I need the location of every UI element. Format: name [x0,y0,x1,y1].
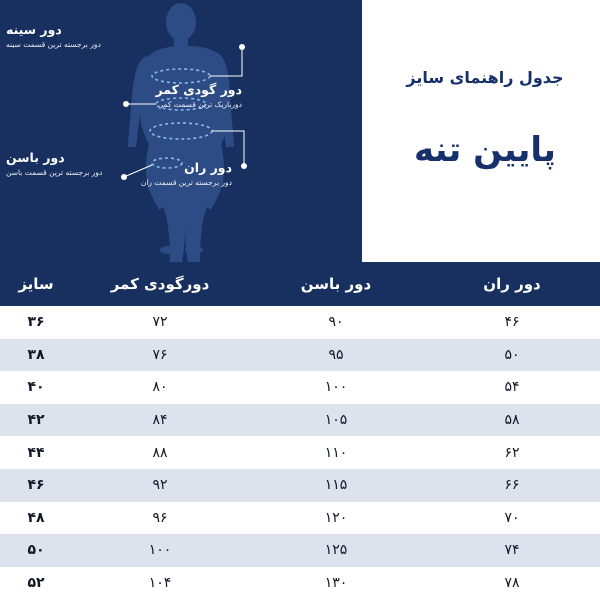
cell-size: ۴۴ [0,436,72,469]
cell-thigh: ۵۸ [424,404,600,437]
label-thigh-title: دور ران [184,160,232,175]
size-table-container [0,262,600,600]
cell-size: ۴۰ [0,371,72,404]
cell-size: ۳۶ [0,306,72,339]
table-row [0,371,600,404]
cell-waist: ۹۶ [72,502,248,535]
cell-thigh: ۷۰ [424,502,600,535]
page-subtitle: پایین تنه [414,130,556,170]
page-title: جدول راهنمای سایز [406,68,564,87]
cell-waist: ۸۸ [72,436,248,469]
label-hip-desc: دور برجسته ترین قسمت باسن [6,168,103,177]
hip-marker-dot [241,163,247,169]
cell-thigh: ۷۴ [424,534,600,567]
table-header-row [0,262,600,306]
label-bust [6,22,101,50]
body-illustration-panel [0,0,362,262]
title-panel [362,0,600,262]
label-bust-title: دور سینه [6,22,62,37]
table-row [0,534,600,567]
table-body [0,306,600,599]
cell-size: ۵۲ [0,567,72,600]
cell-thigh: ۷۸ [424,567,600,600]
cell-thigh: ۶۶ [424,469,600,502]
cell-size: ۴۸ [0,502,72,535]
illustration-graphic [0,0,362,262]
cell-size: ۴۲ [0,404,72,437]
cell-hip: ۱۱۵ [248,469,424,502]
column-header-size: سایز [0,262,72,306]
table-row [0,436,600,469]
label-waist-desc: دورباریک ترین قسمت کمر [159,100,242,109]
cell-waist: ۸۴ [72,404,248,437]
label-thigh [141,160,232,188]
cell-size: ۳۸ [0,339,72,372]
cell-thigh: ۶۲ [424,436,600,469]
cell-waist: ۱۰۰ [72,534,248,567]
table-row [0,469,600,502]
size-table [0,262,600,599]
cell-thigh: ۵۰ [424,339,600,372]
label-hip [6,150,102,178]
cell-hip: ۱۲۵ [248,534,424,567]
table-row [0,502,600,535]
label-hip-title: دور باسن [6,150,65,165]
bust-marker-dot [239,44,245,50]
cell-size: ۴۶ [0,469,72,502]
cell-hip: ۱۲۰ [248,502,424,535]
label-waist-title: دور گودی کمر [155,82,242,97]
table-row [0,306,600,339]
cell-waist: ۸۰ [72,371,248,404]
cell-hip: ۹۵ [248,339,424,372]
thigh-marker-dot [121,174,127,180]
cell-waist: ۷۶ [72,339,248,372]
column-header-thigh: دور ران [424,262,600,306]
cell-thigh: ۵۴ [424,371,600,404]
cell-waist: ۷۲ [72,306,248,339]
label-bust-desc: دور برجسته ترین قسمت سینه [6,40,101,49]
cell-hip: ۱۰۵ [248,404,424,437]
table-row [0,567,600,600]
cell-hip: ۱۳۰ [248,567,424,600]
column-header-hip: دور باسن [248,262,424,306]
cell-thigh: ۴۶ [424,306,600,339]
cell-waist: ۱۰۴ [72,567,248,600]
table-row [0,404,600,437]
cell-hip: ۹۰ [248,306,424,339]
cell-size: ۵۰ [0,534,72,567]
label-thigh-desc: دور برجسته ترین قسمت ران [140,178,232,187]
column-header-waist: دورگودی کمر [72,262,248,306]
waist-marker-dot [123,101,129,107]
cell-hip: ۱۰۰ [248,371,424,404]
label-waist [156,82,243,110]
cell-waist: ۹۲ [72,469,248,502]
top-section [0,0,600,262]
table-header [0,262,600,306]
cell-hip: ۱۱۰ [248,436,424,469]
table-row [0,339,600,372]
